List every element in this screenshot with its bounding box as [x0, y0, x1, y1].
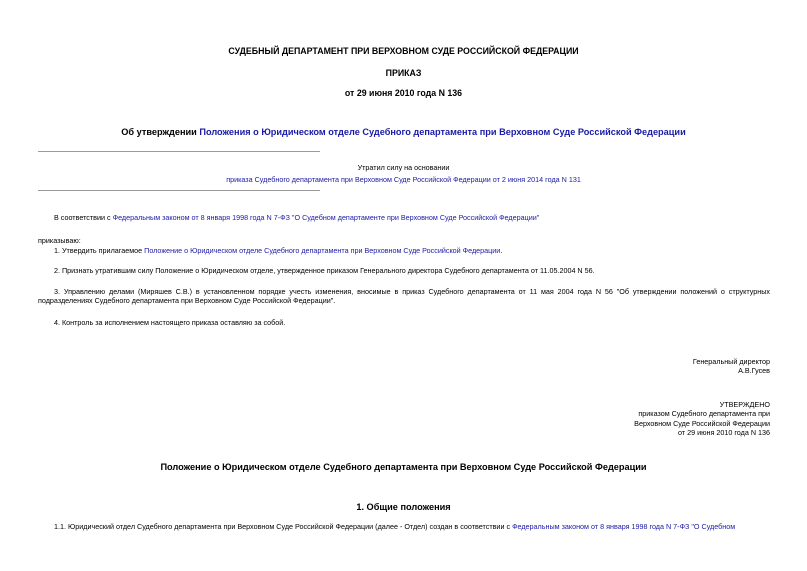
item-3: 3. Управлению делами (Миряшев С.В.) в установленном порядке учесть изменения, вносимые в приказ Судебного департамента от 11 мая 2004 года N 56 "Об утверждении положений о структурных подразделениях Судебного департамента при Верховном Суде Российской Федерации".	[38, 287, 770, 306]
signature-block	[500, 357, 770, 376]
doc-type: ПРИКАЗ	[385, 68, 422, 78]
doc-title-prefix: Об утверждении	[121, 127, 200, 137]
status-line1: Утратил силу на основании	[357, 163, 450, 172]
approval-line3: Верховном Суде Российской Федерации	[634, 418, 770, 428]
item-1-suffix: .	[500, 246, 503, 255]
paragraph-1-1-prefix: 1.1. Юридический отдел Судебного департамента при Верховном Суде Российской Федерации (далее - Отдел) создан в соответствии с	[54, 522, 513, 531]
approval-block	[500, 400, 770, 437]
signature-position: Генеральный директор	[692, 357, 770, 366]
item-1	[54, 246, 770, 255]
divider-top	[38, 151, 320, 152]
preamble-link[interactable]: Федеральным законом от 8 января 1998 года N 7-ФЗ "О Судебном департаменте при Верховном Суде Российской Федерации"	[112, 213, 540, 222]
item-4: 4. Контроль за исполнением настоящего приказа оставляю за собой.	[54, 318, 286, 327]
status-block	[0, 163, 807, 185]
order-word: приказываю:	[38, 236, 81, 245]
item-1-prefix: 1. Утвердить прилагаемое	[54, 246, 145, 255]
doc-date: от 29 июня 2010 года N 136	[344, 88, 463, 98]
doc-title	[0, 127, 807, 139]
status-link[interactable]: приказа Судебного департамента при Верховном Суде Российской Федерации от 2 июня 2014 года N 131	[226, 175, 581, 185]
preamble	[54, 213, 770, 222]
approval-line2: приказом Судебного департамента при	[638, 409, 770, 419]
paragraph-1-1-link[interactable]: Федеральным законом от 8 января 1998 года N 7-ФЗ "О Судебном	[512, 522, 736, 531]
approval-line1: УТВЕРЖДЕНО	[719, 400, 770, 409]
divider-bottom	[38, 190, 320, 191]
item-2: 2. Признать утратившим силу Положение о Юридическом отделе, утвержденное приказом Генерального директора Судебного департамента от 11.05.2004 N 56.	[54, 266, 595, 275]
item-1-link[interactable]: Положение о Юридическом отделе Судебного департамента при Верховном Суде Российской Федерации	[144, 246, 501, 255]
org-header: СУДЕБНЫЙ ДЕПАРТАМЕНТ ПРИ ВЕРХОВНОМ СУДЕ РОССИЙСКОЙ ФЕДЕРАЦИИ	[228, 46, 579, 56]
preamble-prefix: В соответствии с	[54, 213, 113, 222]
doc-title-link[interactable]: Положения о Юридическом отделе Судебного департамента при Верховном Суде Российской Федерации	[199, 127, 686, 137]
section-heading: 1. Общие положения	[356, 502, 451, 512]
paragraph-1-1	[38, 522, 770, 531]
signature-name: А.В.Гусев	[738, 366, 770, 376]
regulation-title: Положение о Юридическом отделе Судебного департамента при Верховном Суде Российской Федерации	[160, 462, 647, 472]
approval-line4: от 29 июня 2010 года N 136	[677, 428, 770, 438]
